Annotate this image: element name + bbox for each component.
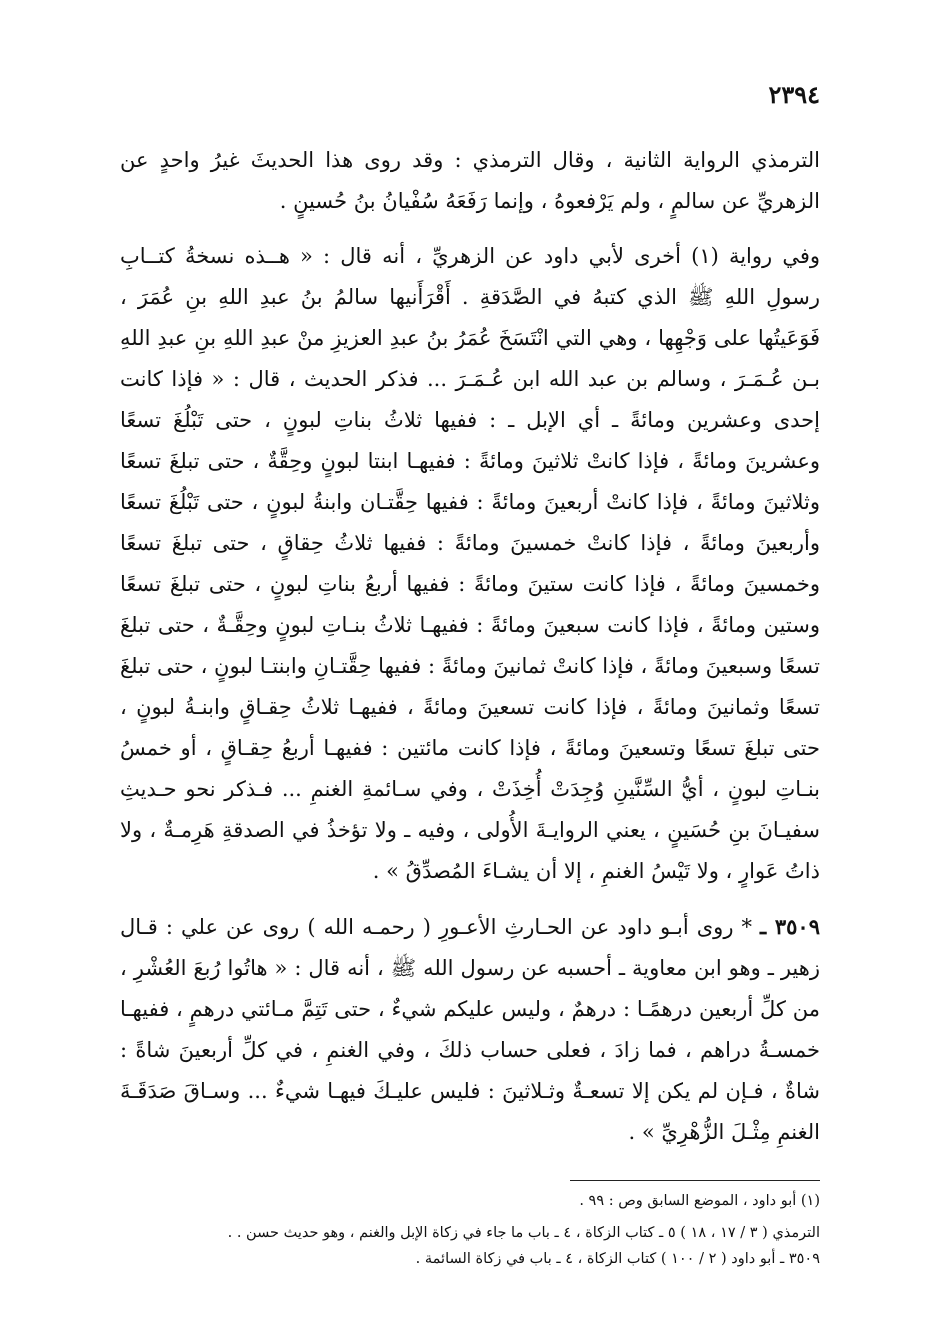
- footnote-1: (١) أبو داود ، الموضع السابق وص : ٩٩ .: [579, 1193, 820, 1209]
- hadith-number: ٣٥٠٩ ـ: [760, 914, 820, 939]
- footnote-divider: [570, 1180, 820, 1181]
- footnote-3509-ref: ٣٥٠٩ ـ أبو داود ( ٢ / ١٠٠ ) كتاب الزكاة ، ٤ ـ باب في زكاة السائمة .: [415, 1251, 820, 1267]
- footnotes: [120, 1188, 820, 1272]
- hadith-3509: [120, 906, 820, 1153]
- paragraph-tirmidhi: الترمذي الرواية الثانية ، وقال الترمذي : وقد روى هذا الحديثَ غيرُ واحدٍ عن الزهريِّ عن سالمٍ ، ولم يَرْفعوهُ ، وإنما رَفَعَهُ سُفْيانُ بنُ حُسينٍ .: [120, 148, 820, 213]
- hadith-text: * روى أبـو داود عن الحـارثِ الأعـورِ ( رحمـه الله ) روى عن علي : قـال زهير ـ وهو ابن معاوية ـ أحسبه عن رسول الله ﷺ ، أنه قال : « هاتُوا رُبعَ العُشْرِ ، من كلِّ أربعين درهمًـا : درهمٌ ، وليس عليكم شيءٌ ، حتى تَتِمَّ مـائتي درهمٍ ، ففيهـا خمسـةُ دراهم ، فما زادَ ، فعلى حساب ذلكَ ، وفي الغنمِ ، في كلِّ أربعينَ شاةً : شاةٌ ، فـإن لم يكن إلا تسعـةٌ وثـلاثينَ : فليس عليـكَ فيهـا شيءٌ ... وسـاقَ صَدَقَـةَ الغنمِ مِثْـلَ الزُّهْرِيِّ » .: [120, 915, 820, 1144]
- paragraph-abu-dawud-narration: وفي رواية (١) أخرى لأبي داود عن الزهريِّ ، أنه قال : « هــذه نسخةُ كتــابِ رسولِ اللهِ ﷺ الذي كتبهُ في الصَّدَقةِ . أَقْرَأَنيها سالمُ بنُ عبدِ اللهِ بنِ عُمَرَ ، فَوَعَيتُها على وَجْهِها ، وهي التي انْتَسَخَ عُمَرُ بنُ عبدِ العزيزِ منْ عبدِ اللهِ بنِ عبدِ اللهِ بـن عُـمَـرَ ، وسالم بن عبد الله ابن عُـمَـرَ ... فذكر الحديث ، قال : « فإذا كانت إحدى وعشرين ومائةً ـ أي الإبل ـ : ففيها ثلاثُ بناتِ لبونٍ ، حتى تَبْلُغَ تسعًا وعشرينَ ومائةً ، فإذا كانتْ ثلاثينَ ومائةً : ففيهـا ابنتا لبونٍ وحِقَّةٌ ، حتى تبلغَ تسعًا وثلاثينَ ومائةً ، فإذا كانتْ أربعينَ ومائةً : ففيها حِقَّتـان وابنةُ لبونٍ ، حتى تَبْلُغَ تسعًا وأربعينَ ومائةً ، فإذا كانتْ خمسينَ ومائةً : ففيها ثلاثُ حِقاقٍ ، حتى تبلغَ تسعًا وخمسينَ ومائةً ، فإذا كانت ستينَ ومائةً : ففيها أربعُ بناتِ لبونٍ ، حتى تبلغَ تسعًا وستين ومائةً ، فإذا كانت سبعينَ ومائةً : ففيهـا ثلاثُ بنـاتِ لبونٍ وحِقَّـةٌ ، حتى تبلغَ تسعًا وسبعينَ ومائةً ، فإذا كانتْ ثمانينَ ومائةً : ففيها حِقَّتـانِ وابنتـا لبونٍ ، حتى تبلغَ تسعًا وثمانينَ ومائةً ، فإذا كانت تسعينَ ومائةً ، ففيهـا ثلاثُ حِقـاقٍ وابنـةُ لبونٍ ، حتى تبلغَ تسعًا وتسعينَ ومائةً ، فإذا كانت مائتين : ففيهـا أربعُ حِقـاقٍ ، أو خمسُ بنـاتِ لبونٍ ، أيُّ السِّنَّينِ وُجِدَتْ أُخِذَتْ ، وفي سـائمةِ الغنمِ ... فـذكر نحو حـديثِ سفيـانَ بنِ حُسَينٍ ، يعني الروايـةَ الأُولى ، وفيه ـ ولا تؤخذُ في الصدقةِ هَرِمـةٌ ، ولا ذاتُ عَوارٍ ، ولا تَيْسُ الغنمِ ، إلا أن يشـاءَ المُصدِّقُ » .: [120, 244, 820, 883]
- main-text: [120, 140, 820, 1153]
- footnote-tirmidhi-ref: الترمذي ( ٣ / ١٧ ، ١٨ ) ٥ ـ كتاب الزكاة ، ٤ ـ باب ما جاء في زكاة الإبل والغنم ، وهو حديث حسن . .: [227, 1225, 820, 1241]
- page-number: ٢٣٩٤: [768, 80, 820, 109]
